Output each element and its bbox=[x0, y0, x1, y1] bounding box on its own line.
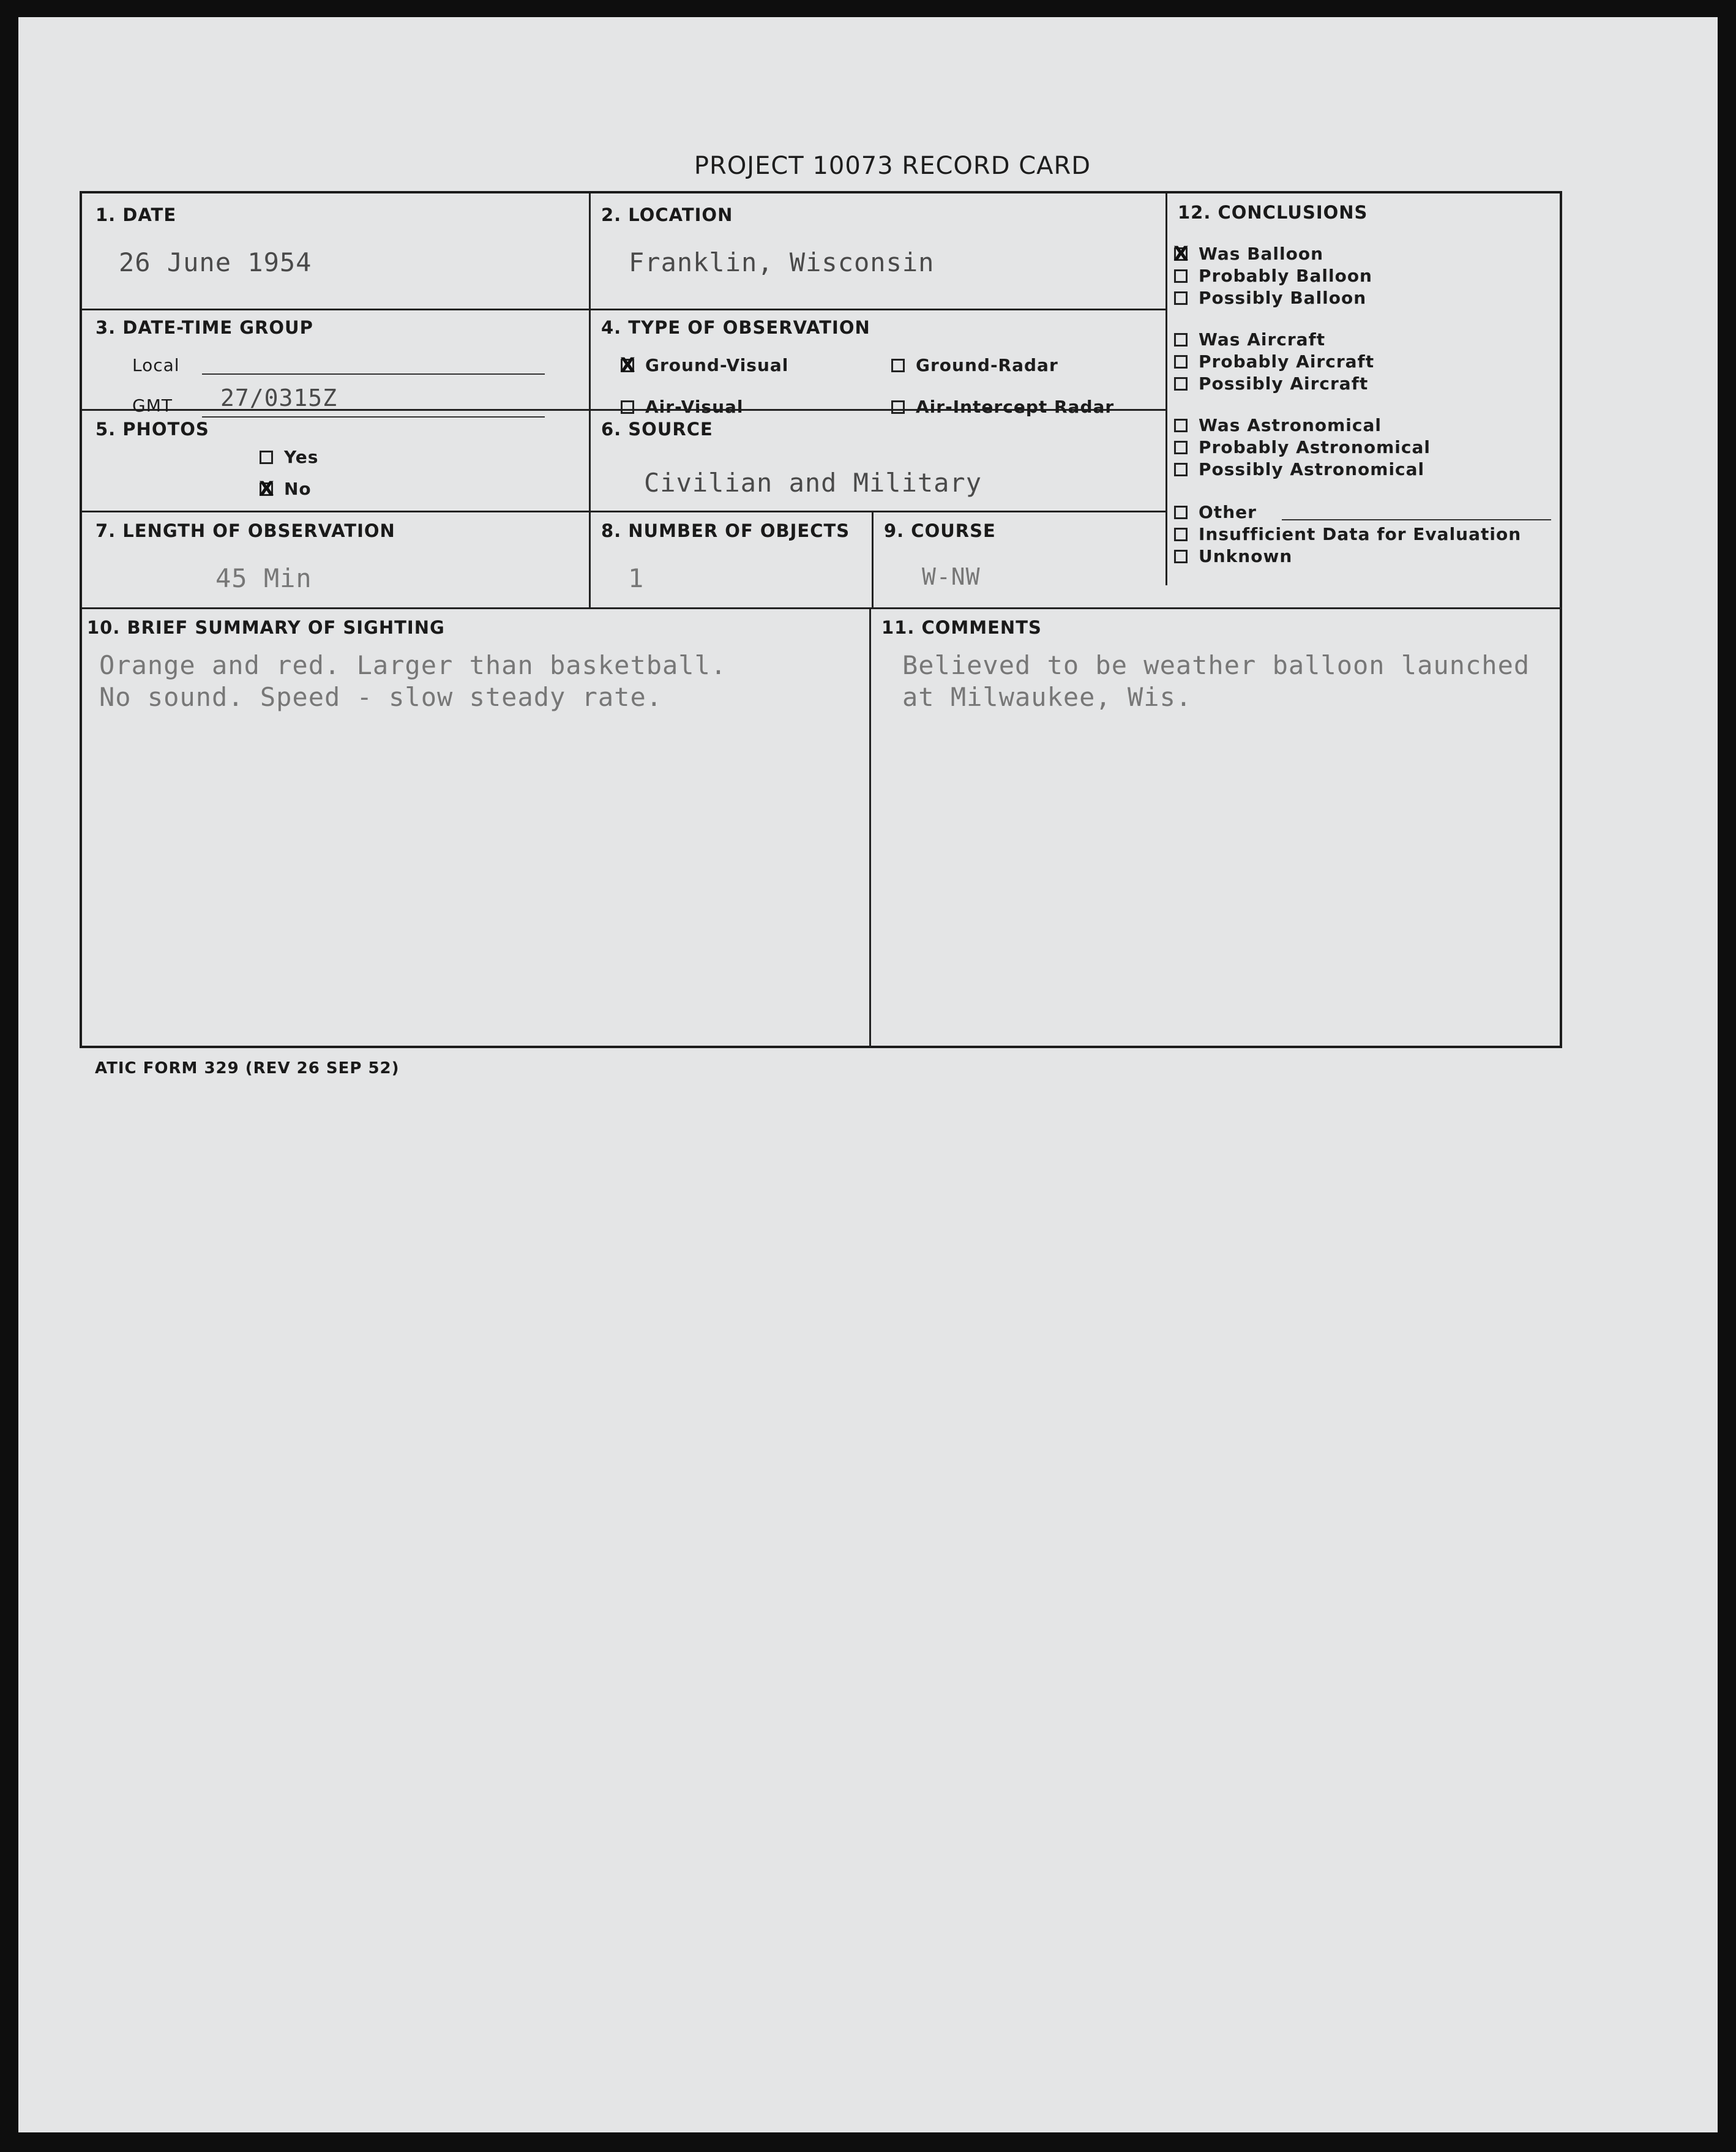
checkbox-checked-icon bbox=[1174, 247, 1188, 261]
checkbox-icon bbox=[621, 400, 634, 414]
checkbox-icon bbox=[260, 451, 273, 464]
option-probably-balloon[interactable]: Probably Balloon bbox=[1174, 266, 1372, 286]
gmt-field-line bbox=[202, 416, 545, 418]
form-title: PROJECT 10073 RECORD CARD bbox=[694, 152, 1091, 180]
option-possibly-balloon[interactable]: Possibly Balloon bbox=[1174, 288, 1366, 308]
course-value: W-NW bbox=[922, 563, 981, 590]
summary-label: 10. BRIEF SUMMARY OF SIGHTING bbox=[87, 617, 445, 638]
date-value: 26 June 1954 bbox=[119, 247, 312, 277]
checkbox-icon bbox=[1174, 528, 1188, 541]
option-was-balloon[interactable]: XWas Balloon bbox=[1174, 244, 1323, 264]
option-insufficient-data[interactable]: Insufficient Data for Evaluation bbox=[1174, 524, 1521, 544]
length-value: 45 Min bbox=[215, 563, 312, 593]
course-label: 9. COURSE bbox=[884, 520, 996, 541]
num-objects-value: 1 bbox=[628, 563, 645, 593]
type-obs-label: 4. TYPE OF OBSERVATION bbox=[601, 317, 870, 338]
source-label: 6. SOURCE bbox=[601, 419, 713, 440]
summary-line-2: No sound. Speed - slow steady rate. bbox=[99, 682, 663, 712]
record-card-page bbox=[18, 17, 1718, 2132]
checkbox-checked-icon bbox=[260, 482, 273, 496]
num-objects-label: 8. NUMBER OF OBJECTS bbox=[601, 520, 850, 541]
option-air-visual[interactable]: Air-Visual bbox=[621, 397, 744, 417]
checkbox-icon bbox=[1174, 441, 1188, 454]
checkbox-icon bbox=[1174, 419, 1188, 432]
divider bbox=[82, 511, 1165, 512]
comments-line-2: at Milwaukee, Wis. bbox=[902, 682, 1192, 712]
checkbox-icon bbox=[1174, 550, 1188, 563]
divider bbox=[869, 607, 871, 1048]
checkbox-icon bbox=[891, 359, 905, 372]
option-possibly-astronomical[interactable]: Possibly Astronomical bbox=[1174, 459, 1424, 479]
date-label: 1. DATE bbox=[95, 204, 177, 225]
length-label: 7. LENGTH OF OBSERVATION bbox=[95, 520, 395, 541]
checkbox-icon bbox=[1174, 291, 1188, 305]
dtg-label: 3. DATE-TIME GROUP bbox=[95, 317, 313, 338]
checkbox-icon bbox=[1174, 355, 1188, 369]
location-label: 2. LOCATION bbox=[601, 204, 733, 225]
divider bbox=[1165, 193, 1167, 585]
photos-label: 5. PHOTOS bbox=[95, 419, 209, 440]
gmt-label: GMT bbox=[132, 396, 173, 416]
option-was-astronomical[interactable]: Was Astronomical bbox=[1174, 415, 1382, 435]
option-other[interactable]: Other bbox=[1174, 502, 1257, 522]
divider bbox=[82, 607, 1562, 609]
option-photos-yes[interactable]: Yes bbox=[260, 447, 318, 467]
comments-label: 11. COMMENTS bbox=[881, 617, 1042, 638]
checkbox-icon bbox=[1174, 377, 1188, 391]
form-number: ATIC FORM 329 (REV 26 SEP 52) bbox=[95, 1059, 400, 1078]
divider bbox=[872, 511, 874, 609]
checkbox-icon bbox=[1174, 463, 1188, 476]
location-value: Franklin, Wisconsin bbox=[629, 247, 935, 277]
divider bbox=[82, 309, 1165, 310]
comments-line-1: Believed to be weather balloon launched bbox=[902, 650, 1530, 680]
other-field-line bbox=[1282, 519, 1551, 520]
option-probably-aircraft[interactable]: Probably Aircraft bbox=[1174, 351, 1374, 372]
option-probably-astronomical[interactable]: Probably Astronomical bbox=[1174, 437, 1431, 457]
record-card bbox=[80, 191, 1562, 1048]
option-ground-radar[interactable]: Ground-Radar bbox=[891, 355, 1058, 375]
option-air-intercept-radar[interactable]: Air-Intercept Radar bbox=[891, 397, 1114, 417]
option-possibly-aircraft[interactable]: Possibly Aircraft bbox=[1174, 373, 1368, 394]
option-photos-no[interactable]: XNo bbox=[260, 479, 312, 499]
checkbox-checked-icon bbox=[621, 359, 634, 372]
local-field-line bbox=[202, 373, 545, 375]
option-ground-visual[interactable]: XGround-Visual bbox=[621, 355, 788, 375]
checkbox-icon bbox=[1174, 269, 1188, 283]
local-label: Local bbox=[132, 355, 180, 375]
divider bbox=[589, 193, 591, 609]
conclusions-label: 12. CONCLUSIONS bbox=[1178, 202, 1368, 223]
source-value: Civilian and Military bbox=[644, 468, 982, 498]
summary-line-1: Orange and red. Larger than basketball. bbox=[99, 650, 727, 680]
option-unknown[interactable]: Unknown bbox=[1174, 546, 1292, 566]
checkbox-icon bbox=[1174, 506, 1188, 519]
checkbox-icon bbox=[1174, 333, 1188, 347]
checkbox-icon bbox=[891, 400, 905, 414]
option-was-aircraft[interactable]: Was Aircraft bbox=[1174, 329, 1325, 350]
gmt-value: 27/0315Z bbox=[220, 384, 338, 411]
